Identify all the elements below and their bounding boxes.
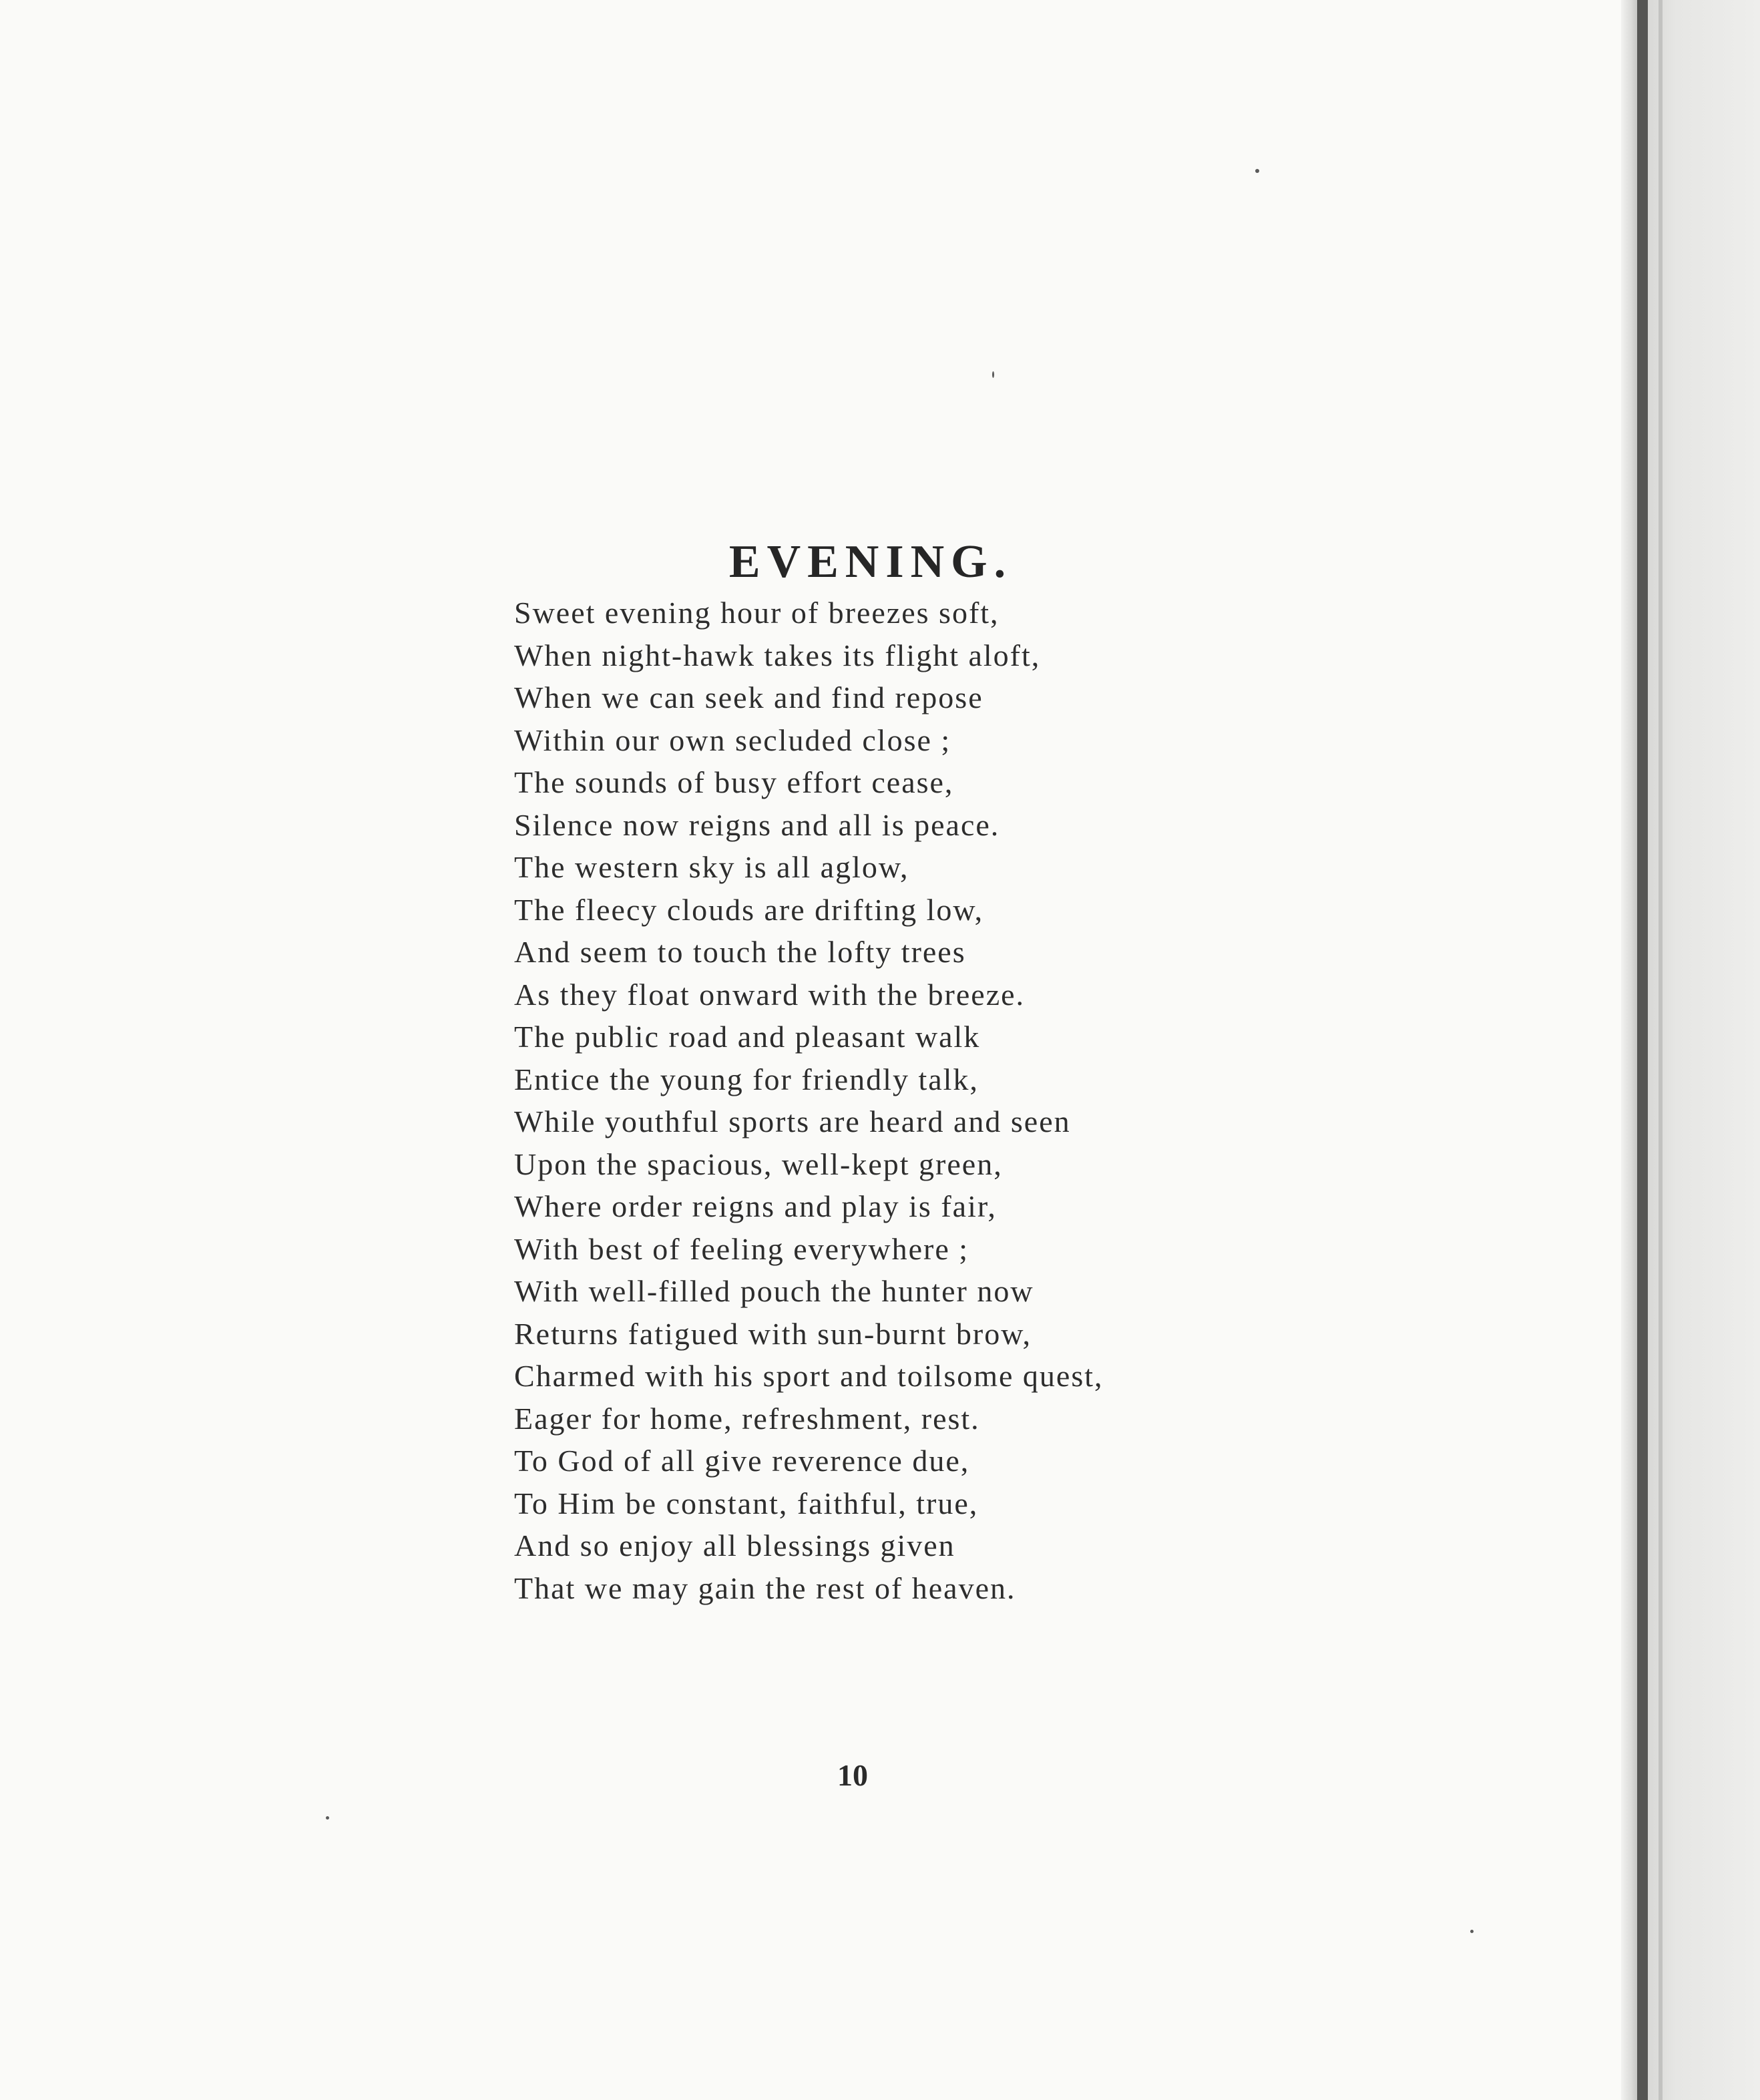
poem-title: EVENING. [728,536,1013,588]
poem-line: Within our own secluded close ; [514,722,951,757]
poem-line: Returns fatigued with sun-burnt brow, [514,1316,1032,1351]
poem-line: And so enjoy all blessings given [514,1528,955,1562]
paper-speck [326,1816,329,1820]
back-cover-board [1648,0,1760,2100]
poem-line: Upon the spacious, well-kept green, [514,1146,1003,1181]
poem-line: That we may gain the rest of heaven. [514,1570,1016,1605]
spine-edge [1637,0,1648,2100]
poem-line: Sweet evening hour of breezes soft, [514,596,1000,630]
poem-line: When we can seek and find repose [514,680,983,714]
poem-body [514,592,1104,1609]
page-number: 10 [837,1758,868,1792]
poem-line: While youthful sports are heard and seen [514,1104,1071,1138]
poem-line: Charmed with his sport and toilsome quest, [514,1359,1104,1393]
poem-line: As they float onward with the breeze. [514,977,1026,1012]
poem-line: When night-hawk takes its flight aloft, [514,638,1041,672]
back-cover-crease [1659,0,1663,2100]
poem-line: Where order reigns and play is fair, [514,1189,997,1223]
binding-shadow [1621,0,1637,2100]
poem-line: Eager for home, refreshment, rest. [514,1401,980,1436]
paper-speck [1255,169,1259,173]
poem-line: The sounds of busy effort cease, [514,765,954,799]
poem-line: With best of feeling everywhere ; [514,1231,969,1266]
poem-line: Entice the young for friendly talk, [514,1062,979,1096]
paper-speck [1470,1930,1474,1933]
paper-speck [992,371,994,378]
poem-line: The public road and pleasant walk [514,1020,981,1054]
poem-line: The fleecy clouds are drifting low, [514,892,984,927]
poem-line: Silence now reigns and all is peace. [514,807,1000,842]
poem-line: And seem to touch the lofty trees [514,935,966,969]
poem-line: To Him be constant, faithful, true, [514,1486,979,1520]
poem-line: To God of all give reverence due, [514,1444,970,1478]
poem-line: The western sky is all aglow, [514,850,909,884]
poem-line: With well-filled pouch the hunter now [514,1274,1034,1308]
